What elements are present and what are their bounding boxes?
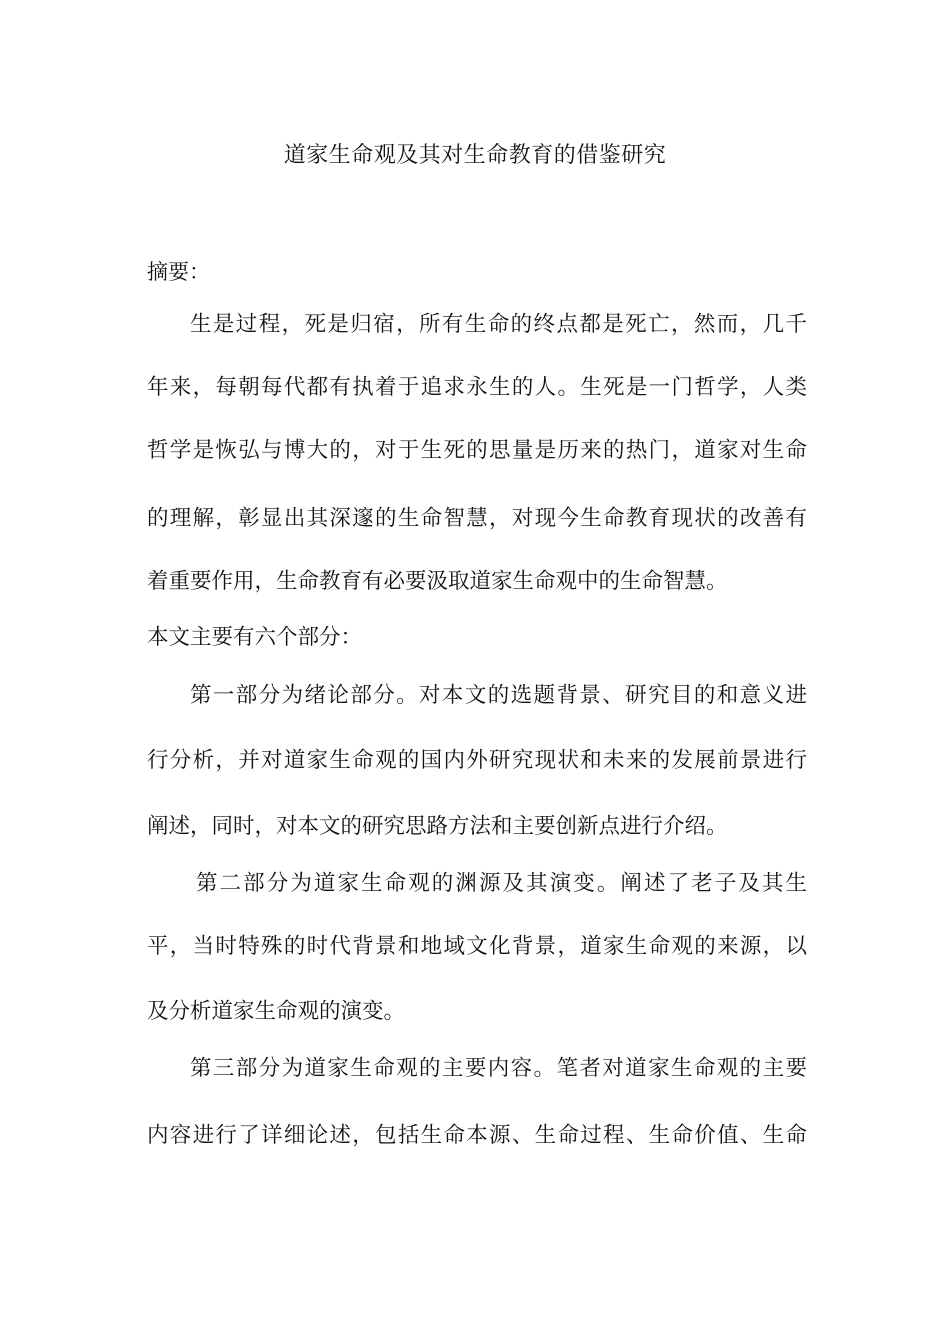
paragraph-line: 第二部分为道家生命观的渊源及其演变。阐述了老子及其生 [196, 871, 807, 896]
paragraph-line: 内容进行了详细论述，包括生命本源、生命过程、生命价值、生命 [147, 1123, 807, 1148]
paragraph-line: 第三部分为道家生命观的主要内容。笔者对道家生命观的主要 [190, 1056, 807, 1081]
abstract-label: 摘要： [147, 260, 210, 284]
paragraph-line: 哲学是恢弘与博大的，对于生死的思量是历来的热门，道家对生命 [147, 438, 807, 463]
paragraph-line: 行分析，并对道家生命观的国内外研究现状和未来的发展前景进行 [147, 748, 807, 773]
paragraph-line: 生是过程，死是归宿，所有生命的终点都是死亡，然而，几千 [190, 312, 807, 337]
paragraph-line: 阐述，同时，对本文的研究思路方法和主要创新点进行介绍。 [147, 814, 728, 839]
paragraph-line: 着重要作用，生命教育有必要汲取道家生命观中的生命智慧。 [147, 569, 728, 594]
section-intro-line: 本文主要有六个部分： [147, 625, 363, 650]
paragraph-line: 平，当时特殊的时代背景和地域文化背景，道家生命观的来源，以 [147, 934, 807, 959]
document-title: 道家生命观及其对生命教育的借鉴研究 [283, 143, 667, 168]
paragraph-line: 及分析道家生命观的演变。 [147, 999, 406, 1024]
paragraph-line: 第一部分为绪论部分。对本文的选题背景、研究目的和意义进 [190, 683, 807, 708]
paragraph-line: 的理解，彰显出其深邃的生命智慧，对现今生命教育现状的改善有 [147, 506, 807, 531]
paragraph-line: 年来，每朝每代都有执着于追求永生的人。生死是一门哲学，人类 [147, 375, 807, 400]
